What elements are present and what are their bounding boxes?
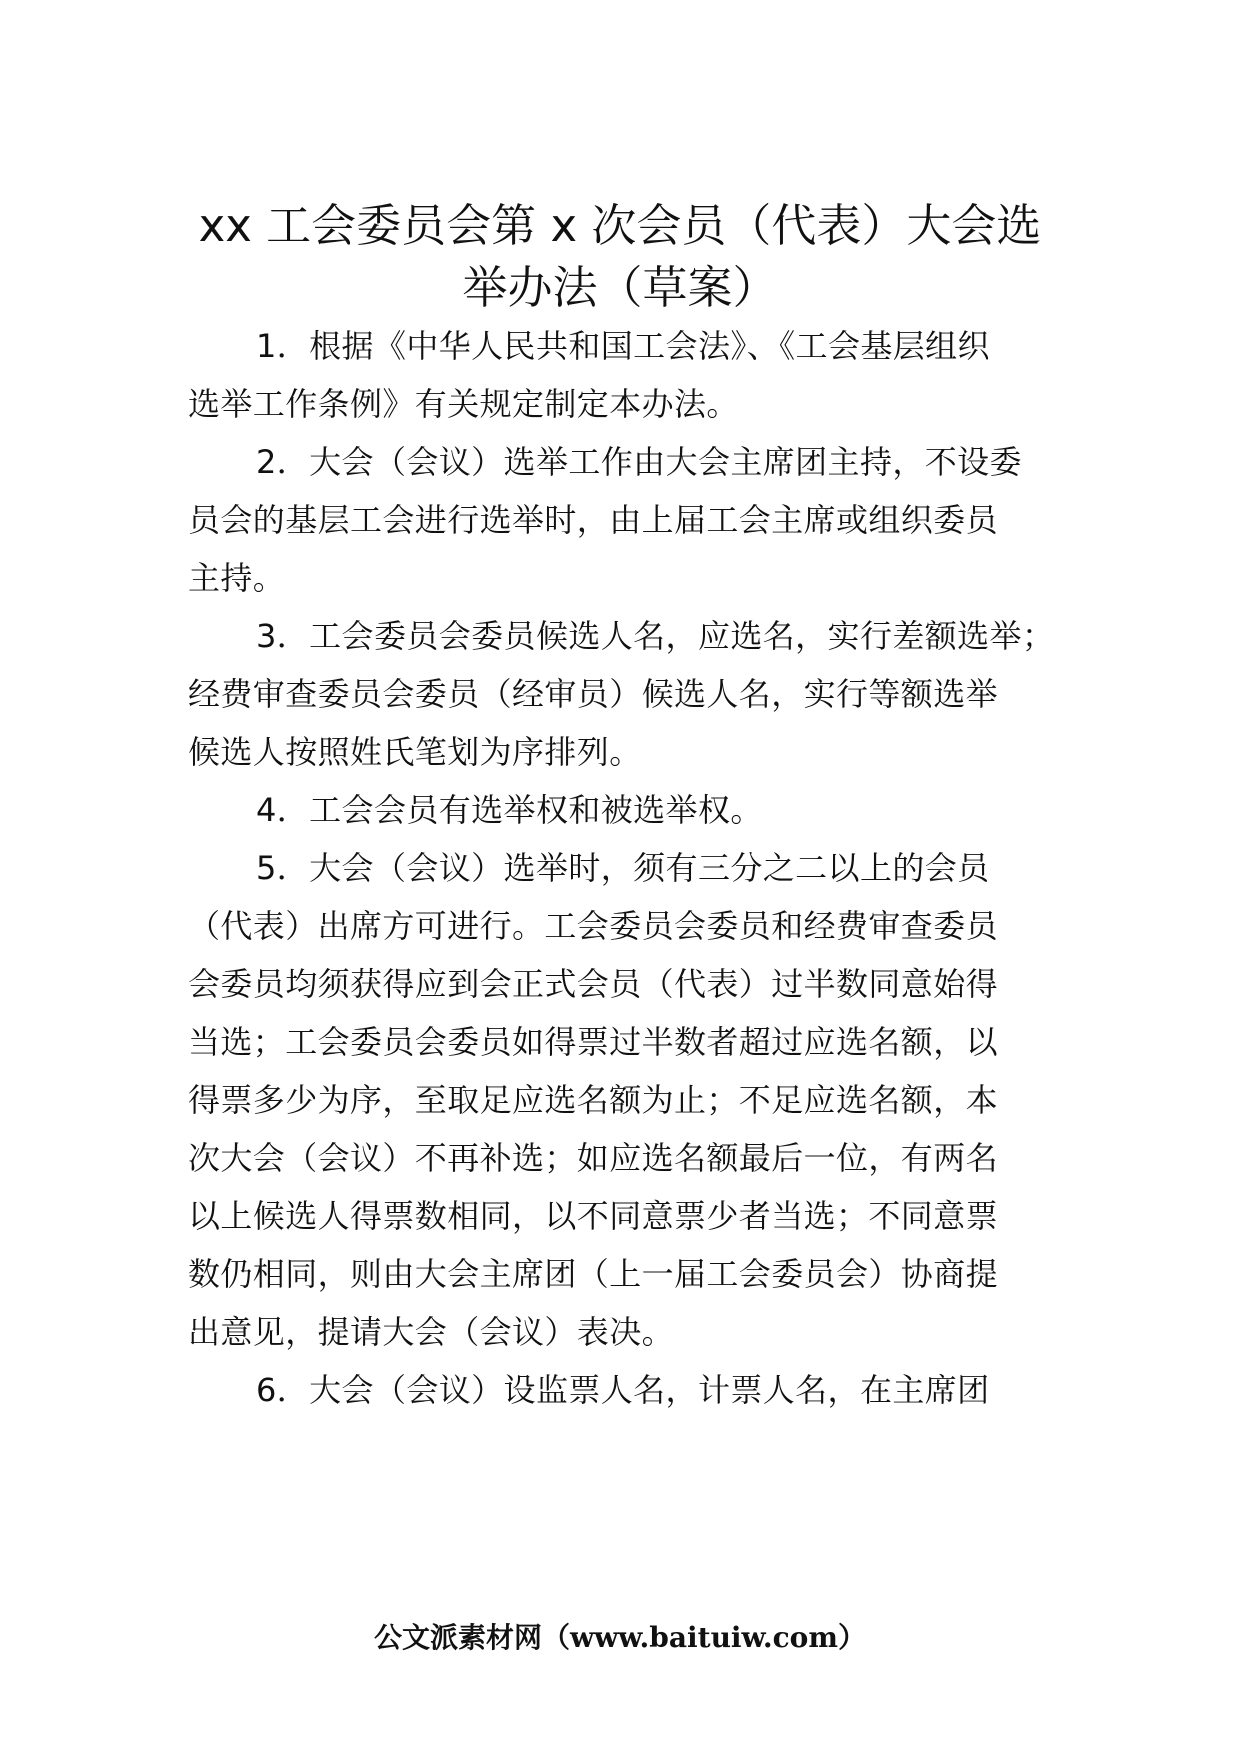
body-line: 4．工会会员有选举权和被选举权。 (256, 791, 763, 829)
body-line: 6．大会（会议）设监票人名，计票人名，在主席团 (256, 1371, 990, 1409)
page-title (160, 195, 1080, 319)
body-line: 出意见，提请大会（会议）表决。 (188, 1313, 675, 1351)
body-line: 候选人按照姓氏笔划为序排列。 (188, 733, 642, 771)
title-line-1: xx 工会委员会第 x 次会员（代表）大会选 (198, 199, 1042, 252)
body-line: 选举工作条例》有关规定制定本办法。 (188, 385, 739, 423)
body-line: 得票多少为序，至取足应选名额为止；不足应选名额，本 (188, 1081, 999, 1119)
footer-watermark: 公文派素材网（www.baituiw.com） (374, 1621, 866, 1654)
body-line: 数仍相同，则由大会主席团（上一届工会委员会）协商提 (188, 1255, 999, 1293)
title-line-2: 举办法（草案） (462, 261, 778, 314)
body-line: 以上候选人得票数相同，以不同意票少者当选；不同意票 (188, 1197, 999, 1235)
body-line: 主持。 (188, 559, 286, 597)
body-line: 会委员均须获得应到会正式会员（代表）过半数同意始得 (188, 965, 999, 1003)
body-line: （代表）出席方可进行。工会委员会委员和经费审查委员 (188, 907, 999, 945)
body-line: 2．大会（会议）选举工作由大会主席团主持，不设委 (256, 443, 1022, 481)
body-line: 经费审查委员会委员（经审员）候选人名，实行等额选举 (188, 675, 999, 713)
body-line: 1．根据《中华人民共和国工会法》、《工会基层组织 (256, 327, 990, 365)
body-line: 5．大会（会议）选举时，须有三分之二以上的会员 (256, 849, 990, 887)
body-line: 3．工会委员会委员候选人名，应选名，实行差额选举； (256, 617, 1055, 655)
body-line: 次大会（会议）不再补选；如应选名额最后一位，有两名 (188, 1139, 999, 1177)
body-line: 当选；工会委员会委员如得票过半数者超过应选名额，以 (188, 1023, 999, 1061)
body-line: 员会的基层工会进行选举时，由上届工会主席或组织委员 (188, 501, 999, 539)
